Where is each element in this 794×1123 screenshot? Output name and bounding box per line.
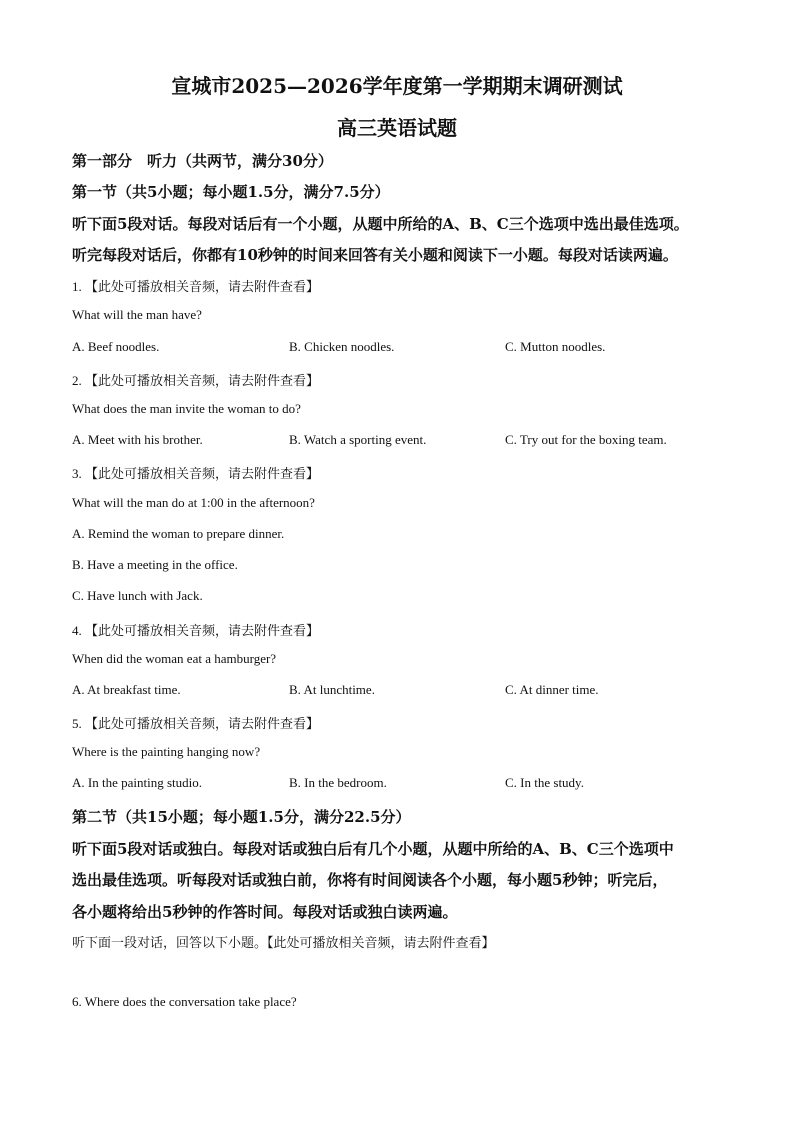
audio-note[interactable]: 【此处可播放相关音频，请去附件查看】 (85, 279, 320, 294)
question-1-audio (72, 276, 319, 295)
question-number: 1. (72, 279, 82, 294)
question-4-option-b: B. At lunchtime. (289, 682, 375, 697)
question-3-option-b: B. Have a meeting in the office. (72, 557, 238, 572)
question-2-option-c: C. Try out for the boxing team. (505, 432, 667, 447)
question-1-option-a: A. Beef noodles. (72, 339, 160, 354)
question-4-text: When did the woman eat a hamburger? (72, 651, 277, 666)
audio-note[interactable]: 【此处可播放相关音频，请去附件查看】 (85, 466, 320, 481)
question-1-option-c: C. Mutton noodles. (505, 339, 606, 354)
section2-instruction-3: 各小题将给出5秒钟的作答时间。每段对话或独白读两遍。 (72, 903, 458, 921)
question-4-option-a: A. At breakfast time. (72, 682, 181, 697)
audio-note[interactable]: 【此处可播放相关音频，请去附件查看】 (85, 716, 320, 731)
question-1-option-b: B. Chicken noodles. (289, 339, 395, 354)
page-title: 宣城市2025—2026学年度第一学期期末调研测试 (171, 74, 623, 98)
question-number: 2. (72, 373, 82, 388)
question-4-option-c: C. At dinner time. (505, 682, 599, 697)
section2-heading: 第二节（共15小题；每小题1.5分，满分22.5分） (72, 808, 411, 826)
question-5-option-c: C. In the study. (505, 775, 584, 790)
page-subtitle: 高三英语试题 (337, 116, 457, 140)
question-number: 5. (72, 716, 82, 731)
question-2-audio (72, 370, 319, 389)
section2-instruction-2: 选出最佳选项。听每段对话或独白前，你将有时间阅读各个小题，每小题5秒钟；听完后， (72, 871, 668, 889)
question-6-text: 6. Where does the conversation take place? (72, 994, 297, 1009)
question-2-option-a: A. Meet with his brother. (72, 432, 203, 447)
question-2-option-b: B. Watch a sporting event. (289, 432, 427, 447)
section1-heading: 第一节（共5小题；每小题1.5分，满分7.5分） (72, 183, 390, 201)
section2-listen-line[interactable]: 听下面一段对话，回答以下小题。【此处可播放相关音频，请去附件查看】 (72, 935, 495, 950)
question-5-audio (72, 713, 319, 732)
question-1-text: What will the man have? (72, 307, 202, 322)
question-3-option-c: C. Have lunch with Jack. (72, 588, 203, 603)
audio-note[interactable]: 【此处可播放相关音频，请去附件查看】 (85, 373, 320, 388)
question-5-option-a: A. In the painting studio. (72, 775, 202, 790)
section1-instruction-2: 听完每段对话后，你都有10秒钟的时间来回答有关小题和阅读下一小题。每段对话读两遍。 (72, 246, 678, 264)
question-3-text: What will the man do at 1:00 in the afternoon? (72, 495, 315, 510)
question-5-text: Where is the painting hanging now? (72, 744, 261, 759)
section1-instruction-1: 听下面5段对话。每段对话后有一个小题，从题中所给的A、B、C三个选项中选出最佳选项。 (72, 215, 689, 233)
audio-note[interactable]: 【此处可播放相关音频，请去附件查看】 (85, 623, 320, 638)
part1-heading: 第一部分 听力（共两节，满分30分） (72, 152, 333, 170)
question-3-option-a: A. Remind the woman to prepare dinner. (72, 526, 285, 541)
question-4-audio (72, 620, 319, 639)
question-5-option-b: B. In the bedroom. (289, 775, 387, 790)
question-number: 4. (72, 623, 82, 638)
question-number: 3. (72, 466, 82, 481)
section2-instruction-1: 听下面5段对话或独白。每段对话或独白后有几个小题，从题中所给的A、B、C三个选项中 (72, 840, 674, 858)
question-2-text: What does the man invite the woman to do? (72, 401, 301, 416)
question-3-audio (72, 463, 319, 482)
